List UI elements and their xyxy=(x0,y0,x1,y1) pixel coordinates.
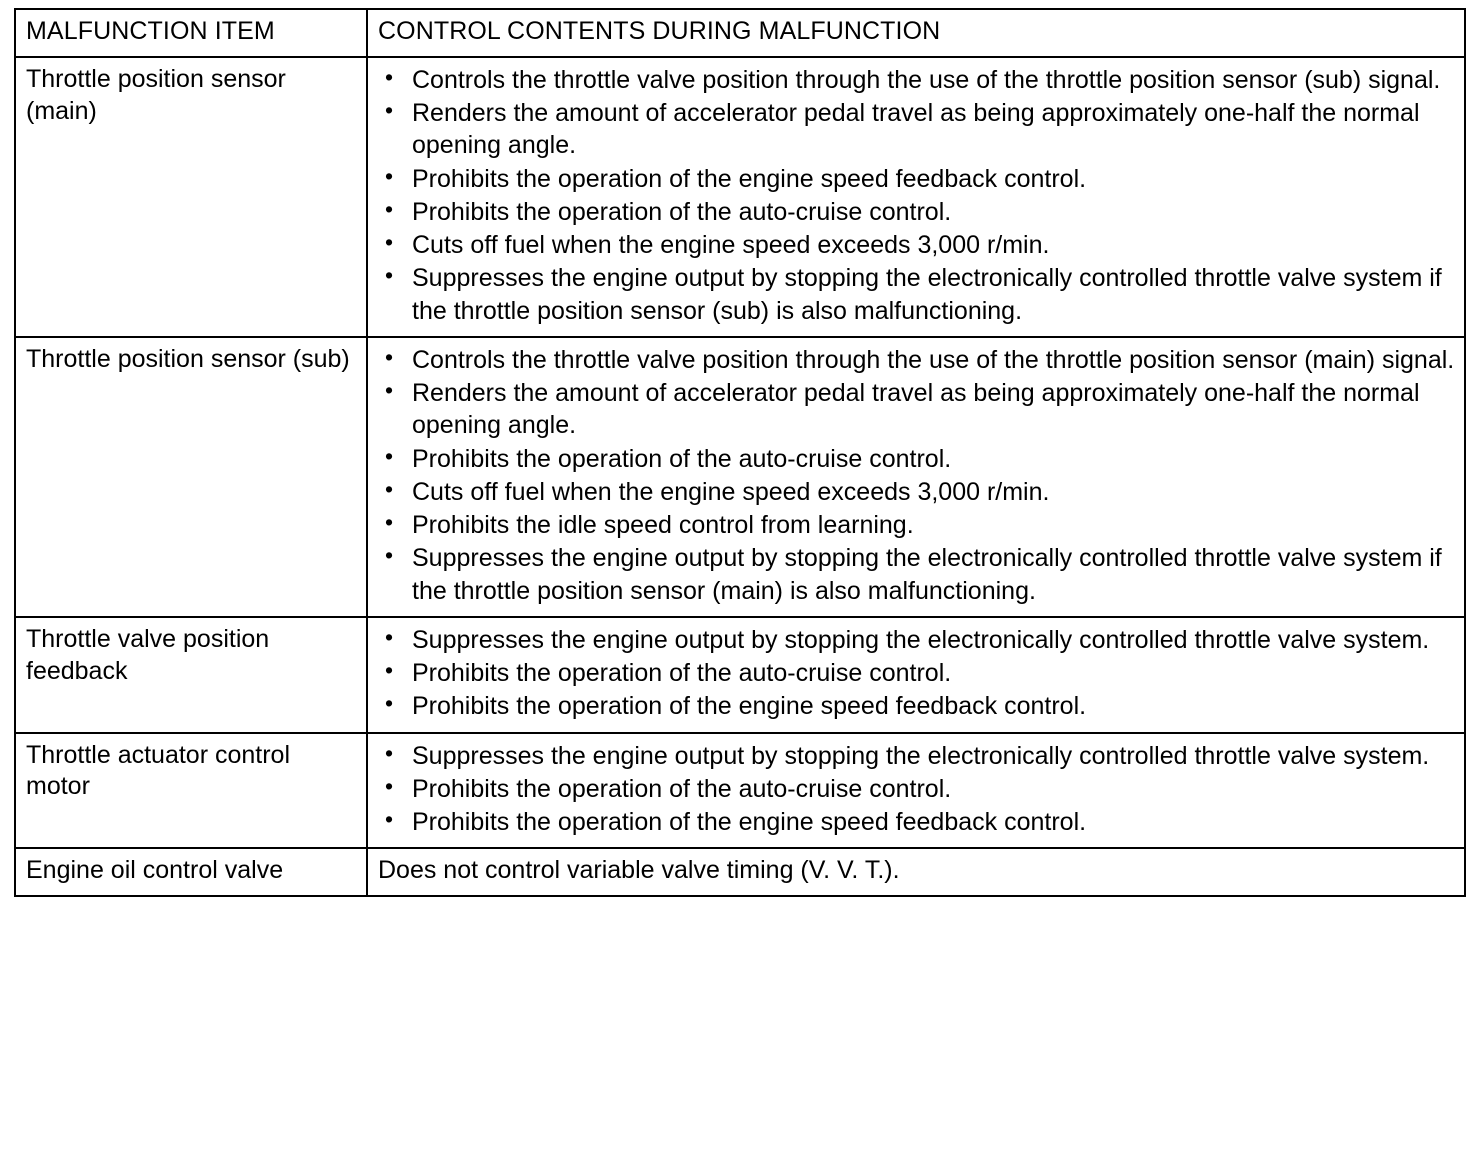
list-item: • Cuts off fuel when the engine speed exceeds 3,000 r/min. xyxy=(378,229,1456,261)
malfunction-table xyxy=(14,8,1466,897)
list-item: • Prohibits the operation of the auto-cruise control. xyxy=(378,196,1456,228)
list-item: • Controls the throttle valve position through the use of the throttle position sensor (main) signal. xyxy=(378,344,1456,376)
malfunction-item-cell: Throttle position sensor (main) xyxy=(15,57,367,337)
list-item: • Prohibits the operation of the engine speed feedback control. xyxy=(378,806,1456,838)
list-item: • Suppresses the engine output by stopping the electronically controlled throttle valve system if the throttle position sensor (sub) is also malfunctioning. xyxy=(378,262,1456,327)
list-item: • Prohibits the operation of the auto-cruise control. xyxy=(378,657,1456,689)
table-header-row xyxy=(15,9,1465,57)
malfunction-item-cell: Throttle valve position feedback xyxy=(15,617,367,733)
list-item: • Prohibits the operation of the auto-cruise control. xyxy=(378,773,1456,805)
table-body xyxy=(15,57,1465,896)
column-header-control-contents: CONTROL CONTENTS DURING MALFUNCTION xyxy=(367,9,1465,57)
list-item: • Controls the throttle valve position through the use of the throttle position sensor (sub) signal. xyxy=(378,64,1456,96)
list-item: • Suppresses the engine output by stopping the electronically controlled throttle valve system if the throttle position sensor (main) is also malfunctioning. xyxy=(378,542,1456,607)
table-row xyxy=(15,57,1465,337)
table-row xyxy=(15,617,1465,733)
control-contents-cell xyxy=(367,57,1465,337)
control-contents-cell: Does not control variable valve timing (V. V. T.). xyxy=(367,848,1465,896)
control-contents-cell xyxy=(367,733,1465,849)
list-item: • Renders the amount of accelerator pedal travel as being approximately one-half the normal opening angle. xyxy=(378,377,1456,442)
bullet-list xyxy=(378,64,1456,327)
bullet-list xyxy=(378,740,1456,839)
list-item: • Prohibits the idle speed control from learning. xyxy=(378,509,1456,541)
table-row xyxy=(15,337,1465,617)
malfunction-item-cell: Engine oil control valve xyxy=(15,848,367,896)
control-contents-cell xyxy=(367,337,1465,617)
list-item: • Prohibits the operation of the auto-cruise control. xyxy=(378,443,1456,475)
table-row xyxy=(15,848,1465,896)
list-item: • Prohibits the operation of the engine speed feedback control. xyxy=(378,690,1456,722)
malfunction-item-cell: Throttle position sensor (sub) xyxy=(15,337,367,617)
bullet-list xyxy=(378,624,1456,723)
malfunction-item-cell: Throttle actuator control motor xyxy=(15,733,367,849)
table-header xyxy=(15,9,1465,57)
list-item: • Cuts off fuel when the engine speed exceeds 3,000 r/min. xyxy=(378,476,1456,508)
list-item: • Renders the amount of accelerator pedal travel as being approximately one-half the normal opening angle. xyxy=(378,97,1456,162)
list-item: • Prohibits the operation of the engine speed feedback control. xyxy=(378,163,1456,195)
column-header-malfunction-item: MALFUNCTION ITEM xyxy=(15,9,367,57)
table-row xyxy=(15,733,1465,849)
bullet-list xyxy=(378,344,1456,607)
list-item: • Suppresses the engine output by stopping the electronically controlled throttle valve system. xyxy=(378,624,1456,656)
list-item: • Suppresses the engine output by stopping the electronically controlled throttle valve system. xyxy=(378,740,1456,772)
control-contents-cell xyxy=(367,617,1465,733)
